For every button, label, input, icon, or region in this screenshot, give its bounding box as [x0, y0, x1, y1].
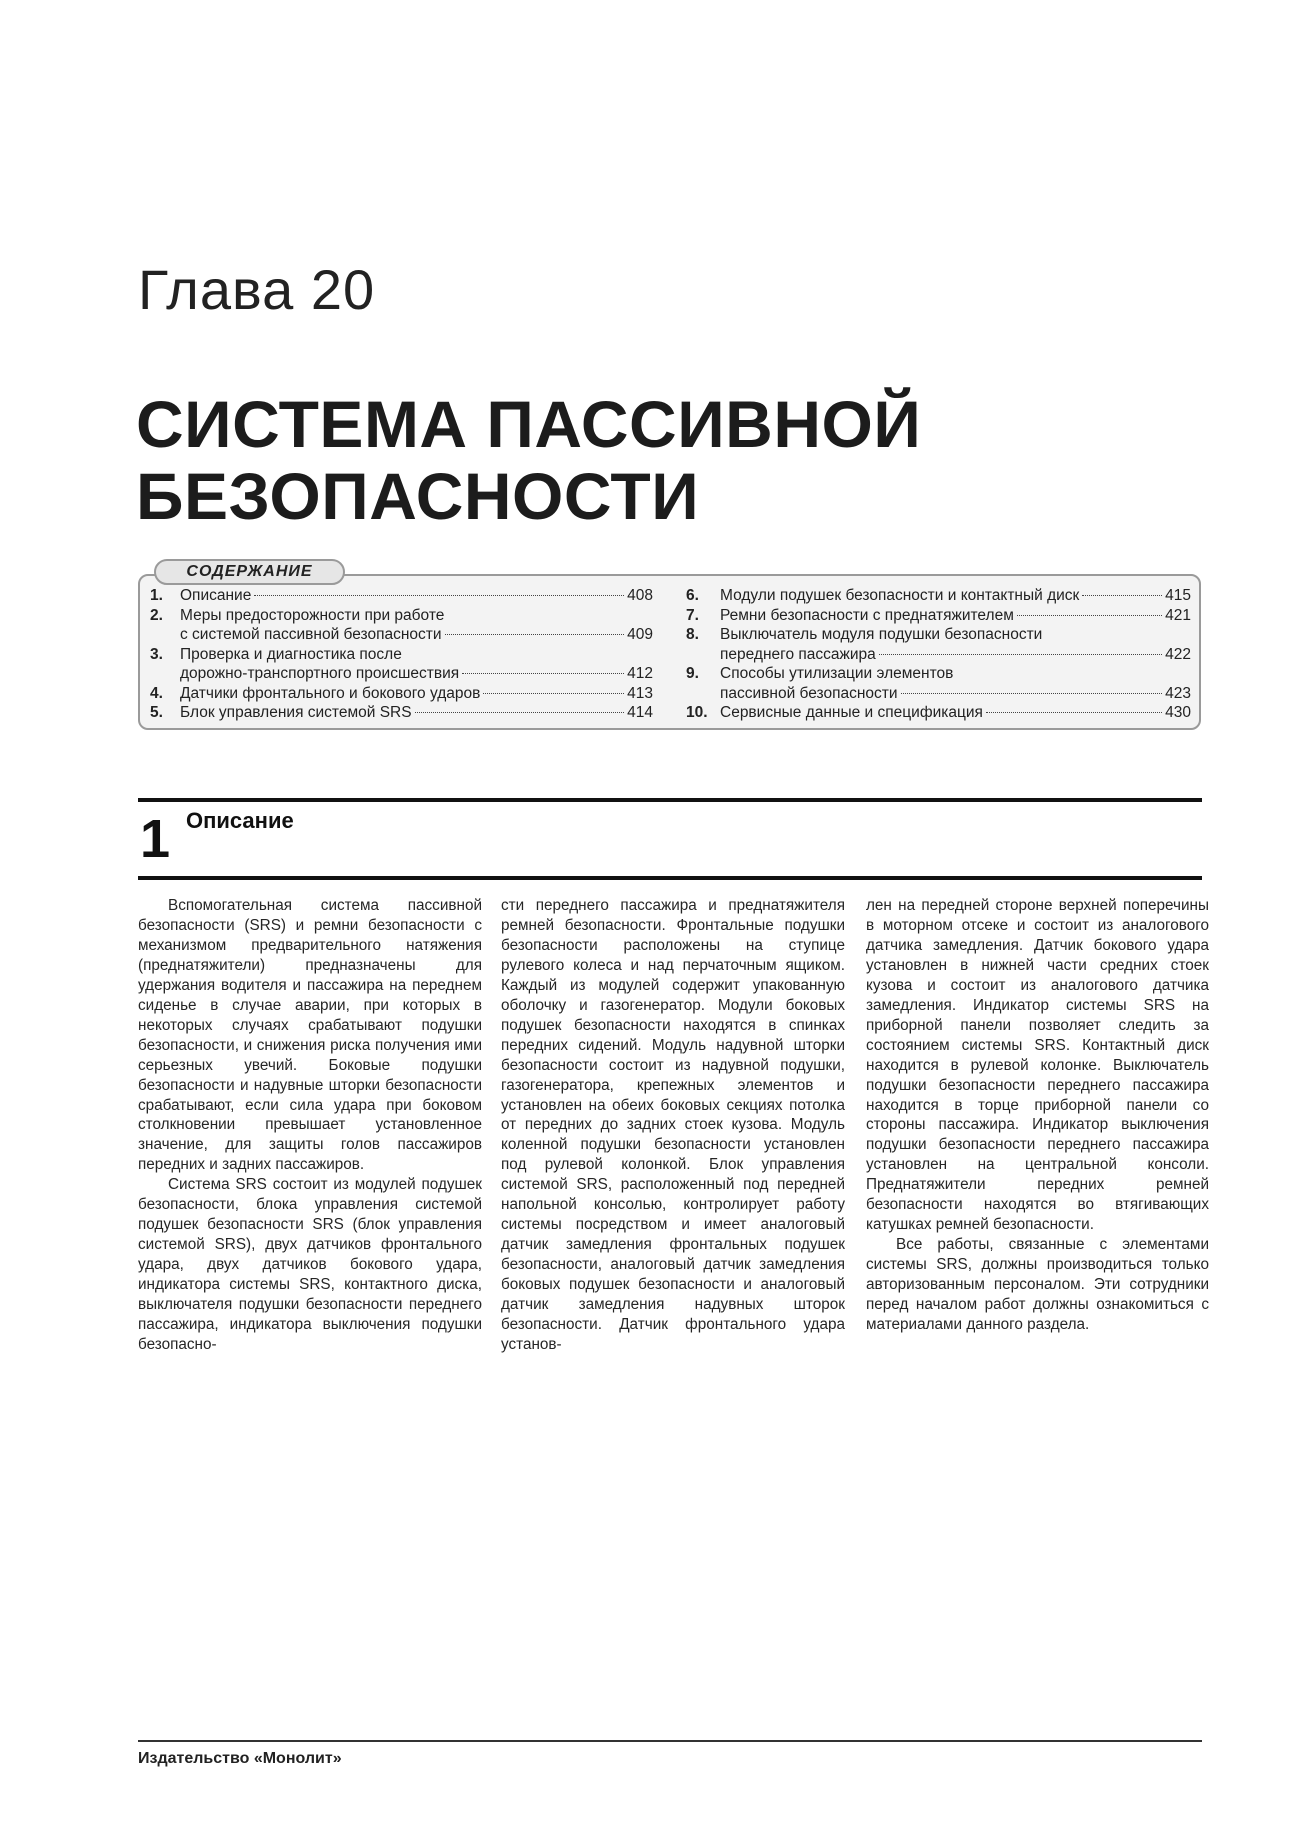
toc-item[interactable]	[686, 606, 1191, 626]
toc-item-title: Описание	[180, 587, 252, 604]
toc-item-title: Модули подушек безопасности и контактный диск	[720, 587, 1080, 604]
footer-rule	[138, 1740, 1202, 1742]
toc-item-title: Датчики фронтального и бокового ударов	[180, 684, 481, 702]
toc-item[interactable]	[150, 606, 653, 645]
toc-item-title: Сервисные данные и спецификация	[720, 704, 983, 721]
toc-item-number: 3.	[150, 645, 163, 663]
chapter-title-line2: БЕЗОПАСНОСТИ	[136, 459, 700, 533]
toc-item-page: 415	[1165, 587, 1191, 604]
toc-item-page: 408	[627, 587, 653, 604]
toc-item-title: Способы утилизации элементов	[720, 665, 954, 682]
chapter-title-line1: СИСТЕМА ПАССИВНОЙ	[136, 387, 922, 461]
toc-item-title: переднего пассажира	[720, 645, 876, 663]
toc-heading: СОДЕРЖАНИЕ	[154, 559, 345, 585]
section-rule-bottom	[138, 876, 1202, 880]
body-paragraph: сти переднего пассажира и преднатяжителя ремней безопасности. Фронтальные подушки безопасности расположены на ступице рулевого колеса и над перчаточным ящиком. Каждый из модулей содержит упакованную оболочку и газогенератор. Модули боковых подушек безопасности находятся в спинках передних сидений. Модуль надувной шторки безопасности состоит из надувной подушки, газогенератора, крепежных элементов и установлен на обеих боковых секциях потолка от передних до задних стоек кузова. Модуль коленной подушки безопасности установлен под рулевой колонкой. Блок управления системой SRS, расположенный под передней напольной консолью, контролирует работу системы посредством и имеет аналоговый датчик замедления фронтальных подушек безопасности, аналоговый датчик замедления боковых подушек безопасности и аналоговый датчик замедления надувных шторок безопасности. Датчик фронтального удара установ-	[501, 897, 845, 1353]
toc-item-page: 423	[1165, 684, 1191, 702]
toc-item-title: Проверка и диагностика после	[180, 645, 402, 663]
toc-item[interactable]	[686, 703, 1191, 723]
body-paragraph: Все работы, связанные с элементами системы SRS, должны производиться только авторизованным персоналом. Эти сотрудники перед началом работ должны ознакомиться с материалами данного раздела.	[866, 1236, 1209, 1334]
toc-left-column	[150, 586, 653, 723]
toc-item[interactable]	[150, 645, 653, 684]
body-paragraph: лен на передней стороне верхней поперечины в моторном отсеке и состоит из аналогового датчика замедления. Датчик бокового удара установлен в нижней части средних стоек кузова и состоит из аналогового датчика замедления. Индикатор системы SRS на приборной панели позволяет следить за состоянием системы SRS. Контактный диск находится в рулевой колонке. Выключатель подушки безопасности переднего пассажира находится в торце приборной панели со стороны пассажира. Индикатор выключения подушки безопасности переднего пассажира установлен на центральной консоли. Преднатяжители передних ремней безопасности находятся во втягивающих катушках ремней безопасности.	[866, 897, 1209, 1234]
toc-item-title: Ремни безопасности с преднатяжителем	[720, 606, 1014, 624]
footer-publisher: Издательство «Монолит»	[138, 1750, 342, 1767]
toc-item-title: дорожно-транспортного происшествия	[180, 665, 460, 682]
toc-item-number: 6.	[686, 587, 699, 604]
body-column-1	[138, 896, 482, 1355]
toc-item-title: Выключатель модуля подушки безопасности	[720, 626, 1043, 643]
toc-item-title: с системой пассивной безопасности	[180, 626, 442, 643]
toc-item-title: Меры предосторожности при работе	[180, 606, 445, 624]
body-column-2	[501, 896, 845, 1355]
toc-item-number: 10.	[686, 704, 708, 721]
toc-item-page: 422	[1165, 645, 1191, 663]
toc-item[interactable]	[686, 586, 1191, 606]
toc-item[interactable]	[150, 586, 653, 606]
toc-item-number: 5.	[150, 704, 163, 721]
toc-item-number: 2.	[150, 606, 163, 624]
toc-right-column	[686, 586, 1191, 723]
toc-item-page: 421	[1165, 606, 1191, 624]
toc-item-number: 4.	[150, 684, 163, 702]
body-paragraph: Вспомогательная система пассивной безопасности (SRS) и ремни безопасности с механизмом предварительного натяжения (преднатяжители) предназначены для удержания водителя и пассажира на переднем сиденье в случае аварии, при которых в некоторых случаях срабатывают подушки безопасности, и снижения риска получения ими серьезных увечий. Боковые подушки безопасности и надувные шторки безопасности срабатывают, если сила удара при боковом столкновении превышает установленное значение, для защиты голов пассажиров передних и задних пассажиров.	[138, 897, 482, 1174]
toc-item-number: 1.	[150, 587, 163, 604]
chapter-title	[136, 388, 1186, 532]
toc-item[interactable]	[686, 625, 1191, 664]
body-column-3	[866, 896, 1209, 1335]
section-rule-top	[138, 798, 1202, 802]
section-number: 1	[140, 809, 171, 869]
toc-item[interactable]	[150, 684, 653, 704]
toc-item[interactable]	[686, 664, 1191, 703]
toc-item-number: 9.	[686, 665, 699, 682]
toc-item-title: Блок управления системой SRS	[180, 704, 412, 721]
toc-item-page: 412	[627, 665, 653, 682]
toc-item-title: пассивной безопасности	[720, 684, 898, 702]
section-title: Описание	[186, 808, 294, 833]
toc-item-page: 430	[1165, 704, 1191, 721]
toc-item[interactable]	[150, 703, 653, 723]
body-paragraph: Система SRS состоит из модулей подушек безопасности, блока управления системой подушек безопасности SRS (блок управления системой SRS), двух датчиков фронтального удара, двух датчиков бокового удара, индикатора системы SRS, контактного диска, выключателя подушки безопасности переднего пассажира, индикатора выключения подушки безопасно-	[138, 1176, 482, 1353]
toc-item-number: 7.	[686, 606, 699, 624]
toc-item-page: 414	[627, 704, 653, 721]
toc-item-page: 409	[627, 626, 653, 643]
chapter-label: Глава 20	[138, 258, 376, 321]
toc-item-number: 8.	[686, 626, 699, 643]
toc-item-page: 413	[627, 684, 653, 702]
